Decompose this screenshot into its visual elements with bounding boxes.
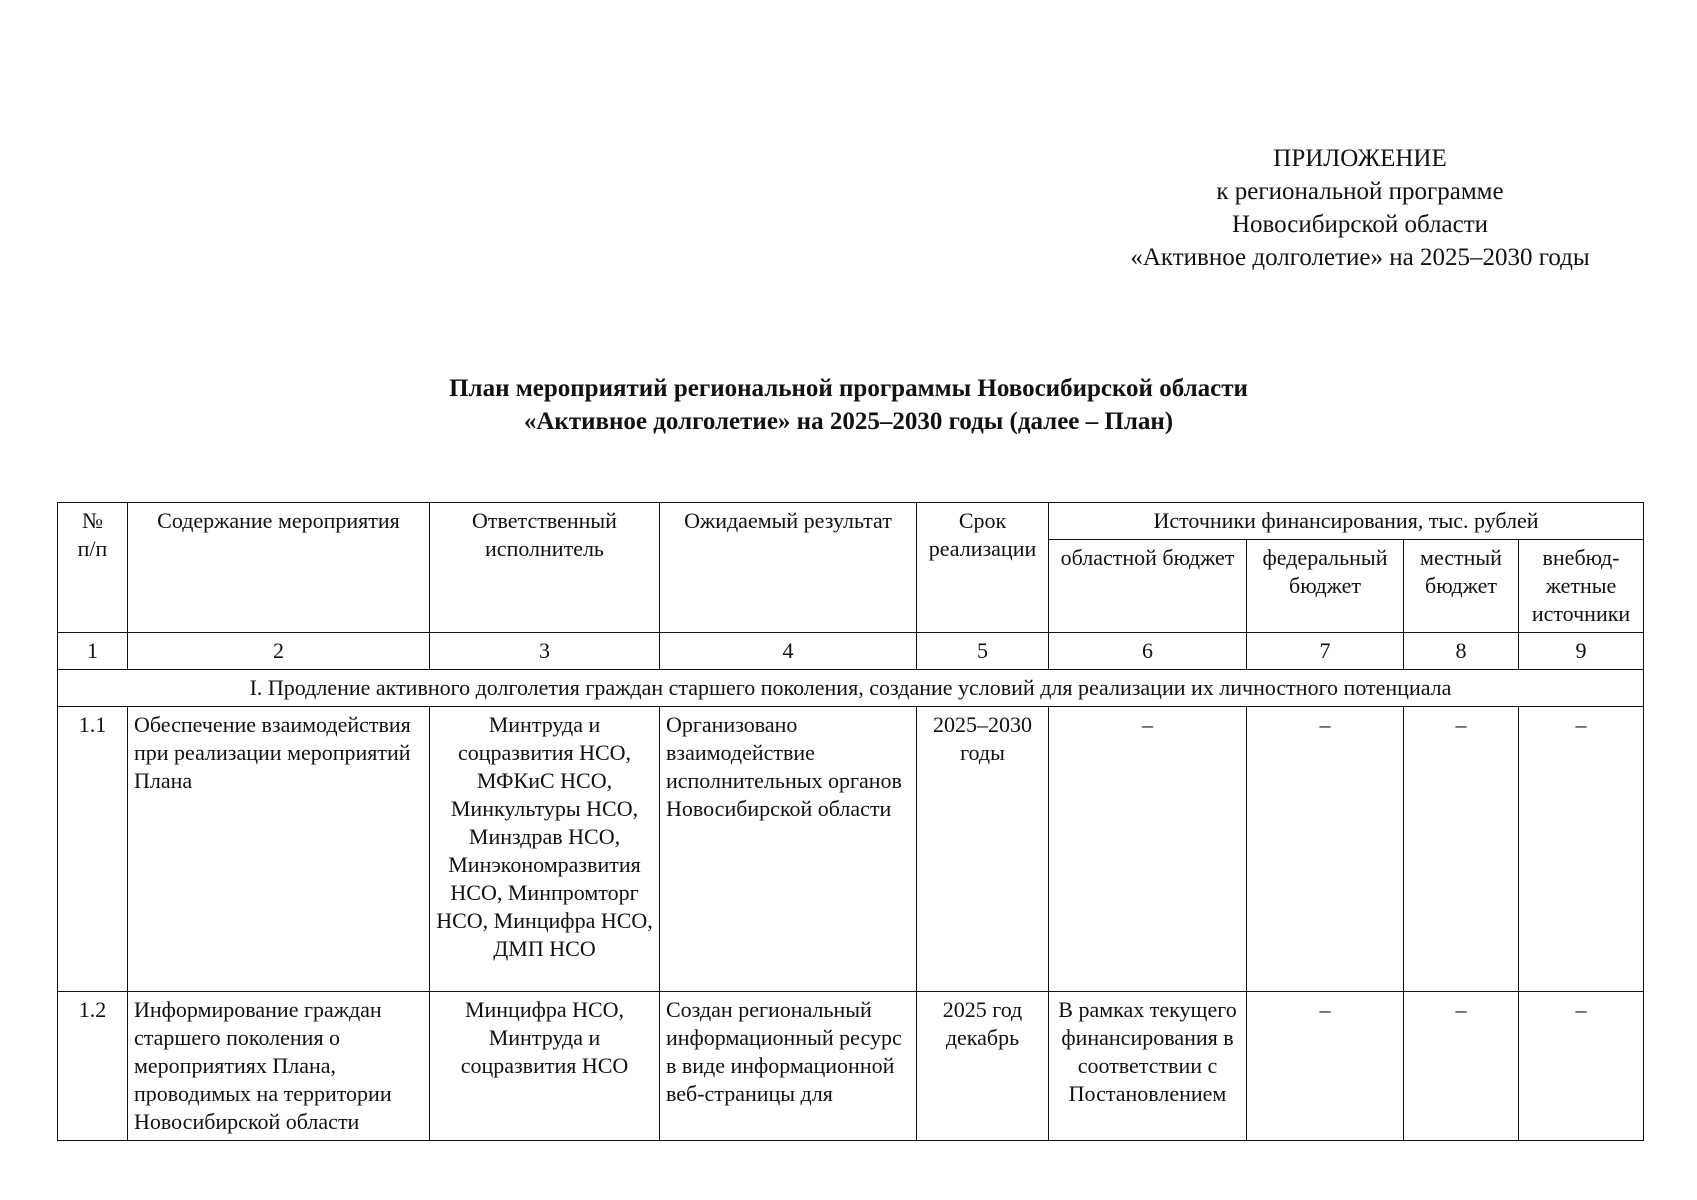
row-num: 1.2 — [58, 992, 128, 1141]
header-result: Ожидаемый результат — [660, 503, 917, 633]
appendix-block — [1080, 142, 1640, 274]
column-number: 8 — [1404, 633, 1519, 670]
table-row — [58, 707, 1644, 992]
column-number: 9 — [1519, 633, 1644, 670]
header-federal-budget: федеральный бюджет — [1247, 540, 1404, 633]
column-number: 7 — [1247, 633, 1404, 670]
column-number: 5 — [917, 633, 1049, 670]
row-result: Организовано взаимодействие исполнительных органов Новосибирской области — [660, 707, 917, 992]
row-term: 2025 год декабрь — [917, 992, 1049, 1141]
row-result: Создан региональный информационный ресурс в виде информационной веб-страницы для — [660, 992, 917, 1141]
document-title-line: «Активное долголетие» на 2025–2030 годы (далее – План) — [523, 408, 1174, 435]
appendix-heading: ПРИЛОЖЕНИЕ — [1273, 145, 1447, 172]
header-num: № п/п — [58, 503, 128, 633]
plan-table — [57, 502, 1644, 1141]
header-funding: Источники финансирования, тыс. рублей — [1049, 503, 1644, 540]
row-federal-budget: – — [1247, 707, 1404, 992]
header-term: Срок реализации — [917, 503, 1049, 633]
row-federal-budget: – — [1247, 992, 1404, 1141]
column-number-row — [58, 633, 1644, 670]
document-title-line: План мероприятий региональной программы Новосибирской области — [449, 375, 1248, 402]
document-title — [0, 372, 1697, 438]
row-regional-budget: – — [1049, 707, 1247, 992]
column-number: 2 — [128, 633, 430, 670]
header-content: Содержание мероприятия — [128, 503, 430, 633]
header-executor: Ответственный исполнитель — [430, 503, 660, 633]
column-number: 6 — [1049, 633, 1247, 670]
column-number: 3 — [430, 633, 660, 670]
header-regional-budget: областной бюджет — [1049, 540, 1247, 633]
appendix-line: Новосибирской области — [1231, 211, 1489, 238]
header-offbudget: внебюд- жетные источники — [1519, 540, 1644, 633]
row-content: Обеспечение взаимодействия при реализации мероприятий Плана — [128, 707, 430, 992]
column-number: 1 — [58, 633, 128, 670]
row-executor: Минцифра НСО, Минтруда и соцразвития НСО — [430, 992, 660, 1141]
section-title: I. Продление активного долголетия граждан старшего поколения, создание условий для реализации их личностного потенциала — [58, 670, 1644, 707]
row-regional-budget: В рамках текущего финансирования в соответствии с Постановлением — [1049, 992, 1247, 1141]
row-executor: Минтруда и соцразвития НСО, МФКиС НСО, Минкультуры НСО, Минздрав НСО, Минэкономразвития НСО, Минпромторг НСО, Минцифра НСО, ДМП НСО — [430, 707, 660, 992]
row-num: 1.1 — [58, 707, 128, 992]
table-row — [58, 992, 1644, 1141]
appendix-line: «Активное долголетие» на 2025–2030 годы — [1130, 244, 1590, 271]
row-content: Информирование граждан старшего поколения о мероприятиях Плана, проводимых на территории Новосибирской области — [128, 992, 430, 1141]
column-number: 4 — [660, 633, 917, 670]
section-row — [58, 670, 1644, 707]
header-local-budget: местный бюджет — [1404, 540, 1519, 633]
table-header-row — [58, 503, 1644, 540]
row-local-budget: – — [1404, 707, 1519, 992]
appendix-line: к региональной программе — [1216, 178, 1504, 205]
row-offbudget: – — [1519, 707, 1644, 992]
row-local-budget: – — [1404, 992, 1519, 1141]
row-offbudget: – — [1519, 992, 1644, 1141]
row-term: 2025–2030 годы — [917, 707, 1049, 992]
